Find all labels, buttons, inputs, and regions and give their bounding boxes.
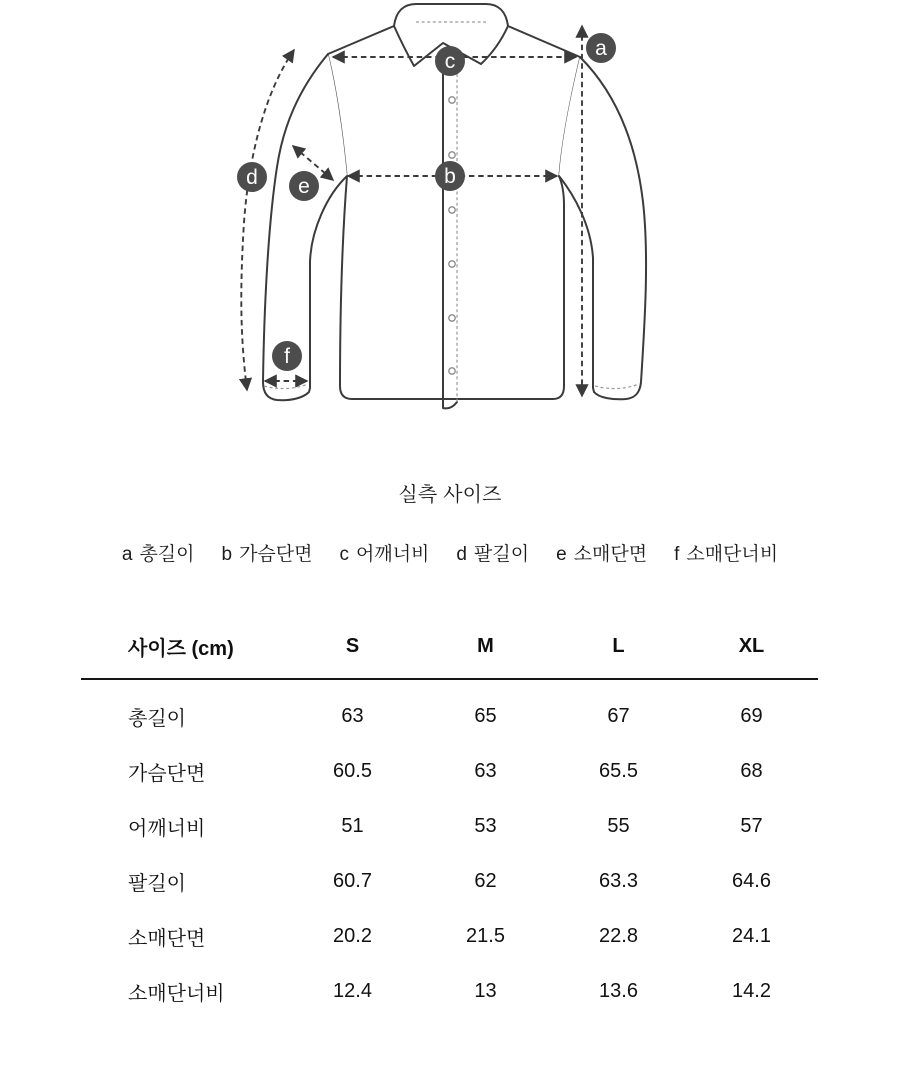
size-table-header — [81, 615, 818, 680]
size-table — [81, 615, 818, 1019]
button-icon — [449, 368, 455, 374]
cell-value: 24.1 — [732, 925, 771, 947]
row-label: 소매단면 — [128, 928, 206, 950]
cell-value: 13.6 — [599, 980, 638, 1002]
size-table-header-label: 사이즈 (cm) — [128, 638, 234, 660]
legend-label: 팔길이 — [474, 544, 530, 565]
cell-value: 51 — [341, 815, 364, 837]
legend-label: 소매단면 — [573, 544, 648, 565]
legend-key: d — [456, 544, 467, 565]
size-column-header: XL — [738, 635, 765, 657]
legend-item — [122, 539, 195, 566]
cell-value: 69 — [740, 705, 763, 727]
badge-letter-c: c — [444, 50, 456, 73]
cell-value: 60.7 — [333, 870, 372, 892]
row-label: 가슴단면 — [128, 763, 206, 785]
badge-letter-b: b — [444, 165, 456, 188]
cell-value: 12.4 — [333, 980, 372, 1002]
row-label: 소매단너비 — [128, 983, 225, 1005]
cell-value: 53 — [474, 815, 497, 837]
size-column-header: L — [612, 635, 625, 657]
button-icon — [449, 152, 455, 158]
legend-label: 가슴단면 — [239, 544, 313, 565]
cell-value: 13 — [474, 980, 497, 1002]
legend-key: f — [674, 544, 680, 565]
cell-value: 22.8 — [599, 925, 638, 947]
table-row — [81, 964, 818, 1019]
cell-value: 14.2 — [732, 980, 771, 1002]
legend-item — [222, 539, 313, 566]
badge-letter-e: e — [298, 175, 310, 198]
cell-value: 63 — [341, 705, 364, 727]
row-label: 총길이 — [128, 708, 186, 730]
size-column-header: M — [477, 635, 494, 657]
cell-value: 67 — [607, 705, 630, 727]
cell-value: 65 — [474, 705, 497, 727]
cell-value: 62 — [474, 870, 497, 892]
badge-letter-d: d — [246, 166, 258, 189]
cell-value: 55 — [607, 815, 630, 837]
button-icon — [449, 97, 455, 103]
cell-value: 65.5 — [599, 760, 638, 782]
legend-item — [556, 539, 647, 566]
legend-key: b — [221, 544, 233, 565]
button-icon — [449, 261, 455, 267]
legend-key: e — [556, 544, 567, 565]
cell-value: 60.5 — [333, 760, 372, 782]
legend-key: c — [339, 544, 349, 565]
button-icon — [449, 315, 455, 321]
cell-value: 68 — [740, 760, 763, 782]
legend-item — [456, 539, 529, 566]
cell-value: 64.6 — [732, 870, 771, 892]
size-table-body — [81, 680, 818, 1019]
legend-label: 총길이 — [139, 544, 195, 565]
measurement-legend — [0, 539, 900, 566]
row-label: 어깨너비 — [128, 818, 206, 840]
table-row — [81, 854, 818, 909]
legend-label: 어깨너비 — [356, 544, 430, 565]
legend-key: a — [121, 544, 133, 565]
cell-value: 63.3 — [599, 870, 638, 892]
size-column-header: S — [345, 635, 360, 657]
table-row — [81, 909, 818, 964]
legend-label: 소매단너비 — [686, 544, 779, 565]
button-icon — [449, 207, 455, 213]
section-title: 실측 사이즈 — [398, 484, 502, 506]
shirt-right-sleeve — [559, 57, 646, 399]
badge-letter-f: f — [284, 345, 290, 368]
row-label: 팔길이 — [128, 873, 186, 895]
legend-item — [340, 539, 430, 566]
cell-value: 57 — [740, 815, 763, 837]
cell-value: 20.2 — [333, 925, 372, 947]
legend-item — [674, 539, 778, 566]
badge-letter-a: a — [595, 37, 607, 60]
table-row — [81, 744, 818, 799]
cell-value: 63 — [474, 760, 497, 782]
cell-value: 21.5 — [466, 925, 505, 947]
shirt-diagram-svg — [0, 0, 900, 432]
table-row — [81, 689, 818, 744]
shirt-measurement-diagram — [0, 0, 900, 432]
table-row — [81, 799, 818, 854]
